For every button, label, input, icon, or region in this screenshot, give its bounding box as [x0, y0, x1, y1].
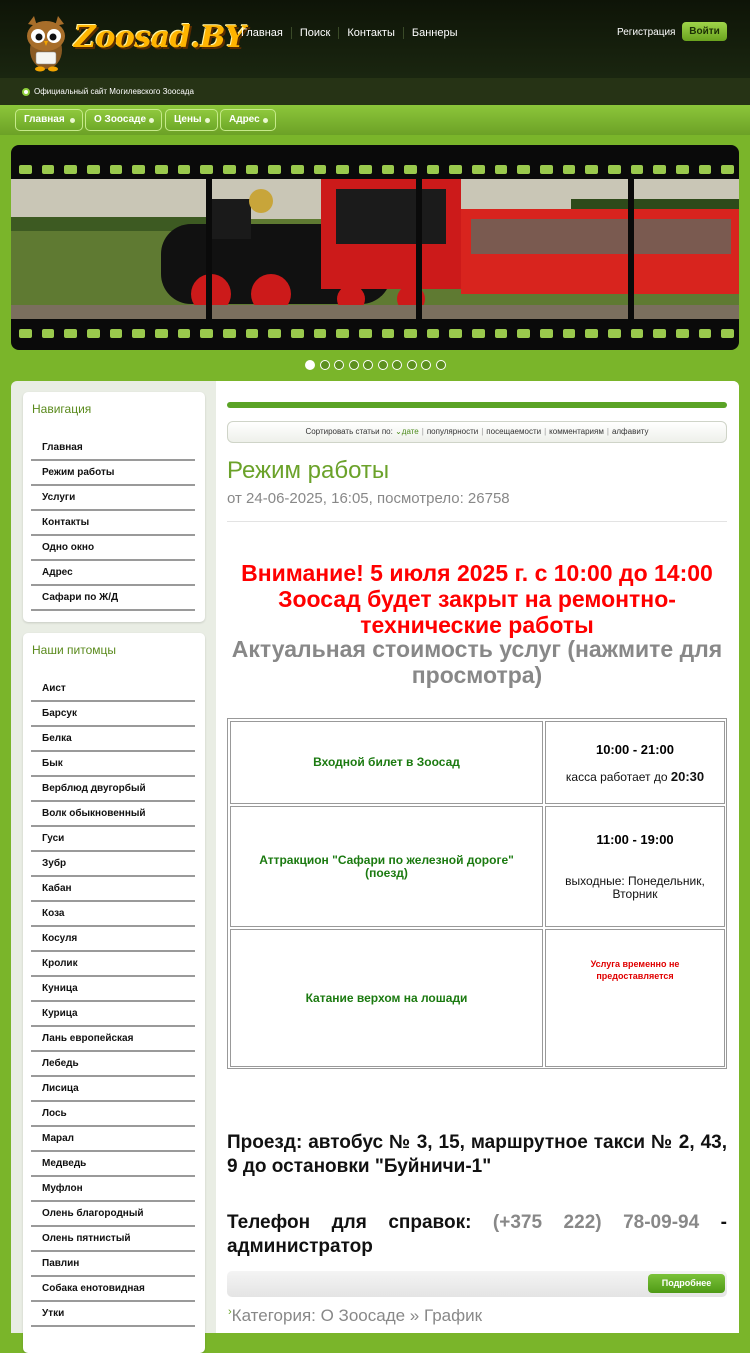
slider-pagination: [305, 360, 446, 370]
topnav-link-home[interactable]: Главная: [241, 27, 283, 39]
service-name-train: Аттракцион "Сафари по железной дороге" (поезд): [259, 852, 514, 880]
table-cell-service: [230, 929, 543, 1067]
sidebar-pet-item[interactable]: Волк обыкновенный: [31, 802, 195, 827]
sidebar-nav-item[interactable]: Контакты: [31, 511, 195, 536]
menu-item-prices[interactable]: Цены: [165, 109, 218, 131]
pets-box: [23, 633, 205, 1353]
hours-entrance: 10:00 - 21:00: [595, 741, 675, 757]
main-menu: [0, 105, 750, 135]
slider-dot[interactable]: [421, 360, 431, 370]
category-label: Категория:: [231, 1306, 316, 1325]
phone-suffix: - администратор: [227, 1212, 727, 1257]
sort-by-comments[interactable]: комментариям: [549, 427, 604, 436]
phone-label: Телефон для справок:: [227, 1212, 472, 1233]
sort-bar: Сортировать статьи по: ⌄дате | популярности | посещаемости | комментариям | алфавиту: [227, 421, 727, 443]
topnav-link-contacts[interactable]: Контакты: [338, 27, 403, 39]
nav-list: [31, 436, 195, 611]
table-cell-time: [545, 929, 725, 1067]
logo-wordmark: Zoosad.BY: [74, 20, 246, 55]
sidebar-pet-item[interactable]: Лисица: [31, 1077, 195, 1102]
sort-by-views[interactable]: посещаемости: [486, 427, 542, 436]
category-line: [228, 1306, 482, 1326]
slider-dot[interactable]: [349, 360, 359, 370]
article-title[interactable]: Режим работы: [227, 457, 390, 484]
article-footer-bar: [227, 1271, 727, 1297]
topnav-link-banners[interactable]: Баннеры: [403, 27, 466, 39]
slide-photo-train: [11, 179, 739, 319]
sidebar-nav-item[interactable]: Сафари по Ж/Д: [31, 586, 195, 611]
film-holes-bottom: [11, 327, 739, 341]
owl-mascot-icon: [22, 14, 72, 72]
sidebar-pet-item[interactable]: Павлин: [31, 1252, 195, 1277]
slider-dot[interactable]: [436, 360, 446, 370]
category-link[interactable]: О Зоосаде » График: [320, 1306, 483, 1325]
slider-dot[interactable]: [320, 360, 330, 370]
sort-by-popularity[interactable]: популярности: [426, 427, 479, 436]
menu-item-home[interactable]: Главная: [15, 109, 83, 131]
site-header: [0, 0, 750, 78]
sidebar-nav-item[interactable]: Главная: [31, 436, 195, 461]
sort-label: Сортировать статьи по:: [305, 427, 393, 436]
unavailable-note: Услуга временно не предоставляется: [590, 959, 680, 981]
table-cell-service: [230, 721, 543, 804]
service-name-horse: Катание верхом на лошади: [305, 990, 468, 1005]
table-cell-time: [545, 806, 725, 927]
schedule-table: [227, 718, 727, 1069]
slider-dot[interactable]: [407, 360, 417, 370]
site-subtitle: Официальный сайт Могилевского Зоосада: [34, 87, 194, 96]
main-content: [216, 381, 739, 1333]
chevron-down-icon: ⌄: [395, 427, 402, 436]
arrow-icon: ›: [228, 1306, 232, 1318]
sidebar-pet-item[interactable]: Марал: [31, 1127, 195, 1152]
subtitle-row: [22, 87, 194, 97]
sidebar-pet-item[interactable]: Коза: [31, 902, 195, 927]
slider-dot[interactable]: [334, 360, 344, 370]
divider: [227, 521, 727, 522]
sidebar-pet-item[interactable]: Утки: [31, 1302, 195, 1327]
sidebar-pet-item[interactable]: Белка: [31, 727, 195, 752]
sidebar-pet-item[interactable]: Косуля: [31, 927, 195, 952]
sidebar-pet-item[interactable]: Медведь: [31, 1152, 195, 1177]
read-more-button[interactable]: Подробнее: [648, 1274, 725, 1293]
sidebar-pet-item[interactable]: Муфлон: [31, 1177, 195, 1202]
sidebar-nav-item[interactable]: Услуги: [31, 486, 195, 511]
image-slider[interactable]: [11, 145, 739, 350]
service-name-entrance: Входной билет в Зоосад: [313, 755, 460, 769]
table-cell-service: [230, 806, 543, 927]
sidebar-pet-item[interactable]: Бык: [31, 752, 195, 777]
sidebar-nav-item[interactable]: Адрес: [31, 561, 195, 586]
sidebar-pet-item[interactable]: Гуси: [31, 827, 195, 852]
subtitle-bar: [0, 78, 750, 105]
film-holes-top: [11, 163, 739, 177]
pets-list: [31, 677, 195, 1327]
phone-number[interactable]: (+375 222) 78-09-94: [492, 1212, 700, 1233]
slider-dot[interactable]: [305, 360, 315, 370]
menu-item-address[interactable]: Адрес: [220, 109, 276, 131]
site-logo[interactable]: [22, 14, 246, 72]
sidebar-pet-item[interactable]: Олень благородный: [31, 1202, 195, 1227]
topnav-link-search[interactable]: Поиск: [291, 27, 338, 39]
article-meta: от 24-06-2025, 16:05, посмотрело: 26758: [227, 490, 510, 507]
cashier-note-label: касса работает до: [565, 769, 668, 784]
register-link[interactable]: Регистрация: [617, 27, 676, 38]
pets-box-title: Наши питомцы: [32, 643, 116, 657]
phone-info: [227, 1211, 727, 1259]
sidebar-pet-item[interactable]: Лось: [31, 1102, 195, 1127]
transport-info: Проезд: автобус № 3, 15, маршрутное такси № 2, 43, 9 до остановки "Буйничи-1": [227, 1132, 727, 1177]
sidebar: [11, 381, 216, 1333]
slider-dot[interactable]: [363, 360, 373, 370]
sort-by-date[interactable]: дате: [401, 427, 419, 436]
sidebar-pet-item[interactable]: Барсук: [31, 702, 195, 727]
bullet-icon: [22, 88, 30, 96]
sidebar-pet-item[interactable]: Лебедь: [31, 1052, 195, 1077]
login-button[interactable]: Войти: [682, 22, 727, 41]
sidebar-pet-item[interactable]: Лань европейская: [31, 1027, 195, 1052]
sidebar-nav-item[interactable]: Одно окно: [31, 536, 195, 561]
sort-by-alphabet[interactable]: алфавиту: [611, 427, 649, 436]
slider-dot[interactable]: [392, 360, 402, 370]
sidebar-pet-item[interactable]: Кролик: [31, 952, 195, 977]
sidebar-pet-item[interactable]: Зубр: [31, 852, 195, 877]
top-navigation: [241, 27, 466, 39]
nav-box-title: Навигация: [32, 402, 92, 416]
hours-train: 11:00 - 19:00: [596, 832, 674, 847]
sidebar-pet-item[interactable]: Собака енотовидная: [31, 1277, 195, 1302]
menu-item-about[interactable]: О Зоосаде: [85, 109, 162, 131]
sidebar-pet-item[interactable]: Верблюд двугорбый: [31, 777, 195, 802]
sidebar-nav-item[interactable]: Режим работы: [31, 461, 195, 486]
closure-notice: Внимание! 5 июля 2025 г. с 10:00 до 14:00 Зоосад будет закрыт на ремонтно-технические работы: [241, 560, 713, 638]
nav-box: [23, 392, 205, 622]
sidebar-pet-item[interactable]: Олень пятнистый: [31, 1227, 195, 1252]
sidebar-pet-item[interactable]: Кабан: [31, 877, 195, 902]
slider-dot[interactable]: [378, 360, 388, 370]
table-cell-time: [545, 721, 725, 804]
sidebar-pet-item[interactable]: Аист: [31, 677, 195, 702]
days-off-note: выходные: Понедельник, Вторник: [565, 874, 705, 901]
cashier-note: [566, 770, 704, 784]
cashier-note-time: 20:30: [670, 768, 705, 784]
prices-link[interactable]: Актуальная стоимость услуг (нажмите для просмотра): [231, 636, 723, 688]
content-top-bar: [227, 402, 727, 408]
sidebar-pet-item[interactable]: Куница: [31, 977, 195, 1002]
sidebar-pet-item[interactable]: Курица: [31, 1002, 195, 1027]
